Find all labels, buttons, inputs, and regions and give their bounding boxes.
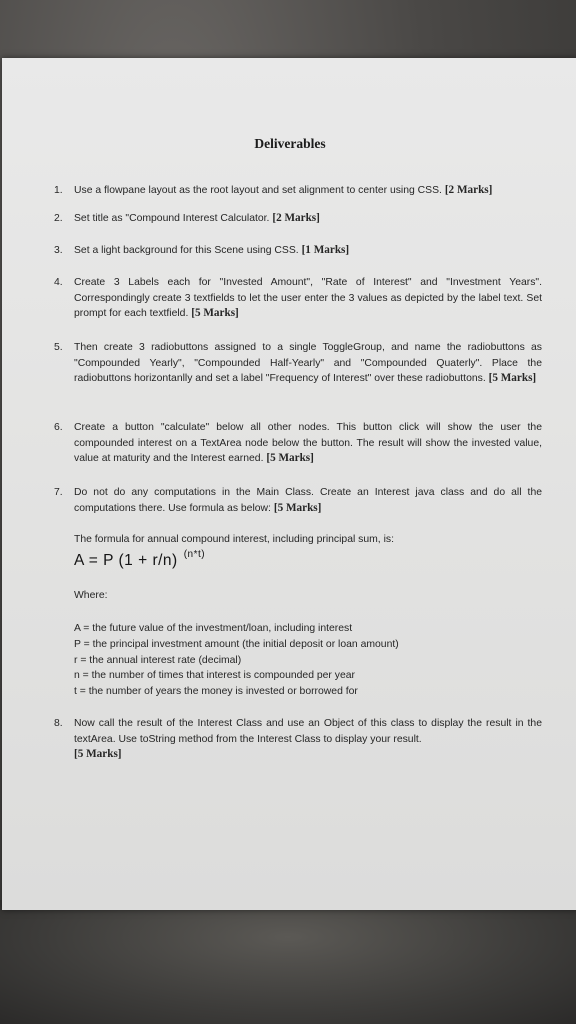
item-number: 4.	[54, 277, 63, 288]
item-text: Set a light background for this Scene using CSS.	[74, 245, 299, 256]
definition-line: n = the number of times that interest is compounded per year	[74, 670, 355, 682]
item-marks: [2 Marks]	[444, 184, 493, 196]
item-marks: [1 Marks]	[301, 244, 350, 256]
background-surface	[0, 900, 576, 1024]
compound-interest-formula	[74, 549, 205, 570]
definition-line: t = the number of years the money is invested or borrowed for	[74, 686, 358, 698]
item-number: 6.	[54, 422, 63, 433]
formula-main: A = P (1 + r/n)	[74, 552, 178, 569]
formula-exponent: (n*t)	[183, 549, 206, 560]
where-label: Where:	[74, 590, 108, 601]
item-marks: [5 Marks]	[266, 452, 314, 465]
item-marks: [2 Marks]	[272, 212, 320, 224]
item-marks: [5 Marks]	[273, 501, 322, 514]
definition-line: r = the annual interest rate (decimal)	[74, 654, 242, 666]
variable-definitions	[74, 621, 399, 700]
item-text: Then create 3 radiobuttons assigned to a single ToggleGroup, and name the radiobuttons as "Compounded Yearly", "Compounded Half-Yearly" and "Compounded Quaterly". Place the radiobuttons horizontanlly and set a label "Frequency of Interest" over these radiobuttons.	[74, 342, 542, 385]
item-marks: [5 Marks]	[74, 748, 122, 761]
item-marks: [5 Marks]	[488, 372, 537, 385]
formula-intro: The formula for annual compound interest, including principal sum, is:	[74, 534, 394, 545]
item-text: Create a button "calculate" below all other nodes. This button click will show the user the compounded interest on a TextArea node below the button. The result will show the invested value, value at maturity and the Interest earned.	[74, 422, 542, 465]
paper-sheet	[2, 58, 576, 910]
item-marks: [5 Marks]	[191, 307, 239, 320]
item-number: 2.	[54, 213, 63, 224]
definition-line: A = the future value of the investment/loan, including interest	[74, 623, 353, 634]
item-number: 3.	[54, 245, 63, 256]
item-number: 1.	[54, 185, 63, 196]
item-number: 7.	[54, 487, 63, 498]
item-number: 8.	[54, 718, 63, 729]
item-text: Do not do any computations in the Main Class. Create an Interest java class and do all the computations there. Use formula as below:	[74, 487, 542, 514]
item-text: Set title as "Compound Interest Calculator.	[74, 213, 270, 224]
item-text: Now call the result of the Interest Class and use an Object of this class to display the result in the textArea. Use toString method from the Interest Class to display your result.	[74, 718, 542, 745]
item-text: Use a flowpane layout as the root layout and set alignment to center using CSS.	[74, 185, 442, 196]
document-title: Deliverables	[254, 136, 326, 151]
definition-line: P = the principal investment amount (the initial deposit or loan amount)	[74, 638, 399, 650]
item-text: Create 3 Labels each for "Invested Amount", "Rate of Interest" and "Investment Years". Correspondingly create 3 textfields to let the user enter the 3 values as depicted by the label text. Set prompt for each textfield.	[74, 277, 542, 320]
item-number: 5.	[54, 342, 63, 353]
